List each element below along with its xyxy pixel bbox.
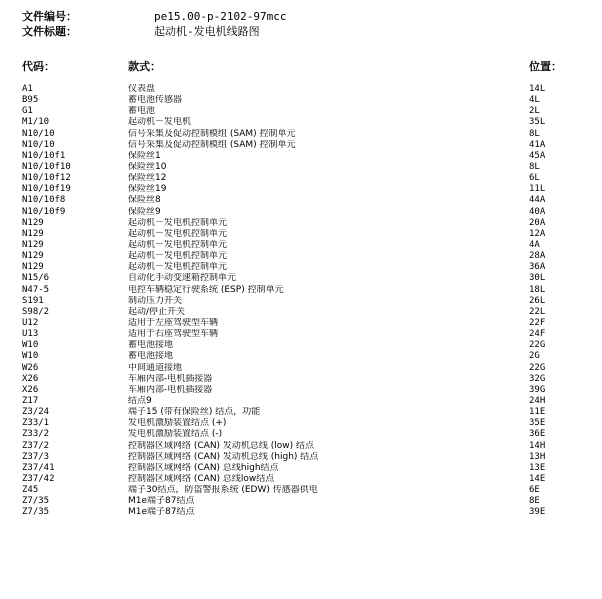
table-row (22, 195, 582, 206)
component-code: N15/6 (22, 273, 50, 284)
table-row (22, 218, 582, 229)
component-description: 蓄电池 (128, 106, 156, 117)
component-code: Z7/35 (22, 507, 50, 518)
component-position: 35E (529, 418, 546, 429)
position-header: 位置： (529, 60, 562, 73)
component-code: Z33/2 (22, 429, 50, 440)
component-code: X26 (22, 373, 39, 384)
component-code: W26 (22, 362, 39, 373)
component-description: 信号采集及促动控制模组 (SAM) 控制单元 (128, 139, 296, 150)
component-description: 蓄电池接地 (128, 340, 174, 351)
component-description: 适用于左座驾驶型车辆 (128, 317, 219, 328)
component-position: 41A (529, 139, 546, 150)
component-position: 32G (529, 373, 546, 384)
component-position: 8E (529, 496, 540, 507)
component-description: 控制器区域网络 (CAN) 总线low结点 (128, 473, 275, 484)
description-header: 款式： (128, 60, 161, 73)
component-position: 35L (529, 117, 546, 128)
table-row (22, 84, 582, 95)
component-description: 起动机－发电机控制单元 (128, 251, 228, 262)
component-code: N129 (22, 239, 44, 250)
table-row (22, 474, 582, 485)
component-description: 车厢内部-电机插接器 (128, 384, 213, 395)
component-description: 自动化手动变速箱控制单元 (128, 273, 237, 284)
table-row (22, 184, 582, 195)
document-metadata (22, 9, 442, 39)
component-code: N10/10f9 (22, 206, 66, 217)
table-row (22, 106, 582, 117)
table-row (22, 318, 582, 329)
table-row (22, 363, 582, 374)
component-code: N10/10 (22, 139, 55, 150)
component-description: 制动压力开关 (128, 295, 183, 306)
component-position: 14L (529, 84, 546, 94)
table-row (22, 463, 582, 474)
component-position: 14H (529, 440, 546, 451)
component-position: 24F (529, 329, 546, 340)
component-position: 2L (529, 106, 540, 117)
table-row (22, 441, 582, 452)
component-position: 13E (529, 462, 546, 473)
component-position: 2G (529, 351, 540, 362)
component-code: Z3/24 (22, 407, 50, 418)
component-position: 28A (529, 251, 546, 262)
table-row (22, 262, 582, 273)
component-code: Z37/3 (22, 451, 50, 462)
component-code: Z37/42 (22, 473, 55, 484)
table-row (22, 418, 582, 429)
component-description: 适用于右座驾驶型车辆 (128, 329, 219, 340)
component-position: 18L (529, 284, 546, 295)
table-row (22, 429, 582, 440)
component-position: 14E (529, 473, 546, 484)
component-position: 22F (529, 317, 546, 328)
component-description: 信号采集及促动控制模组 (SAM) 控制单元 (128, 128, 296, 139)
component-description: 保险丝9 (128, 206, 161, 217)
component-description: 保险丝12 (128, 173, 167, 184)
component-code: B95 (22, 95, 39, 106)
component-description: 端子30结点，防盗警报系统 (EDW) 传感器供电 (128, 485, 318, 496)
component-description: 端子15 (带有保险丝) 结点，功能 (128, 407, 261, 418)
component-code: N10/10f10 (22, 161, 71, 172)
component-code: S98/2 (22, 306, 50, 317)
component-position: 13H (529, 451, 546, 462)
table-row (22, 173, 582, 184)
component-code: N129 (22, 228, 44, 239)
component-description: M1e端子87结点 (128, 496, 195, 507)
table-row (22, 140, 582, 151)
component-description: 保险丝8 (128, 195, 161, 206)
component-position: 26L (529, 295, 546, 306)
table-row (22, 385, 582, 396)
component-code: Z37/2 (22, 440, 50, 451)
table-row (22, 407, 582, 418)
component-description: 发电机激励装置结点 (+) (128, 418, 227, 429)
component-position: 36A (529, 262, 546, 273)
component-position: 20A (529, 217, 546, 228)
table-row (22, 396, 582, 407)
table-row (22, 273, 582, 284)
component-position: 8L (529, 128, 540, 139)
component-code: N10/10f1 (22, 150, 66, 161)
component-position: 6E (529, 485, 540, 496)
component-position: 4L (529, 95, 540, 106)
component-description: 起动机－发电机 (128, 117, 192, 128)
table-row (22, 452, 582, 463)
component-description: 蓄电池接地 (128, 351, 174, 362)
table-row (22, 207, 582, 218)
table-row (22, 340, 582, 351)
component-code: Z33/1 (22, 418, 50, 429)
component-code: N10/10 (22, 128, 55, 139)
table-row (22, 296, 582, 307)
component-position: 6L (529, 173, 540, 184)
component-code: N129 (22, 262, 44, 273)
component-position: 11E (529, 407, 546, 418)
table-row (22, 95, 582, 106)
component-code: Z17 (22, 395, 39, 406)
component-description: 结点9 (128, 395, 152, 406)
component-description: 电控车辆稳定行驶系统 (ESP) 控制单元 (128, 284, 284, 295)
component-code: Z7/35 (22, 496, 50, 507)
component-description: 中间通道接地 (128, 362, 183, 373)
component-description: 起动机－发电机控制单元 (128, 239, 228, 250)
component-position: 44A (529, 195, 546, 206)
component-code: X26 (22, 384, 39, 395)
component-description: 控制器区域网络 (CAN) 总线high结点 (128, 462, 279, 473)
code-header: 代码： (22, 60, 55, 73)
file-number-label: 文件编号： (22, 10, 77, 23)
table-row (22, 507, 582, 518)
component-position: 8L (529, 161, 540, 172)
component-description: 蓄电池传感器 (128, 95, 183, 106)
table-row (22, 117, 582, 128)
component-code: N10/10f8 (22, 195, 66, 206)
component-description: 起动机－发电机控制单元 (128, 217, 228, 228)
table-row (22, 251, 582, 262)
component-position: 39G (529, 384, 546, 395)
table-body (22, 84, 582, 518)
component-code: G1 (22, 106, 33, 117)
table-row (22, 496, 582, 507)
component-code: N129 (22, 251, 44, 262)
component-description: 车厢内部-电机插接器 (128, 373, 213, 384)
component-description: 仪表盘 (128, 84, 156, 94)
component-position: 36E (529, 429, 546, 440)
table-row (22, 240, 582, 251)
component-position: 4A (529, 239, 540, 250)
component-code: U13 (22, 329, 39, 340)
component-code: U12 (22, 317, 39, 328)
table-row (22, 307, 582, 318)
component-description: 控制器区域网络 (CAN) 发动机总线 (low) 结点 (128, 440, 315, 451)
component-code: N129 (22, 217, 44, 228)
table-row (22, 285, 582, 296)
component-position: 24H (529, 395, 546, 406)
file-title-value: 起动机-发电机线路图 (154, 25, 260, 38)
component-description: 保险丝10 (128, 161, 167, 172)
table-header (22, 60, 582, 84)
component-code: M1/10 (22, 117, 50, 128)
table-row (22, 351, 582, 362)
component-position: 30L (529, 273, 546, 284)
component-code: N10/10f12 (22, 173, 71, 184)
component-position: 22G (529, 340, 546, 351)
table-row (22, 229, 582, 240)
component-position: 22G (529, 362, 546, 373)
table-row (22, 329, 582, 340)
component-code: S191 (22, 295, 44, 306)
component-code: W10 (22, 340, 39, 351)
component-table (22, 60, 582, 518)
component-code: Z45 (22, 485, 39, 496)
component-description: 保险丝19 (128, 184, 167, 195)
file-title-label: 文件标题： (22, 25, 77, 38)
component-position: 11L (529, 184, 546, 195)
component-description: 保险丝1 (128, 150, 161, 161)
component-code: Z37/41 (22, 462, 55, 473)
table-row (22, 485, 582, 496)
component-position: 12A (529, 228, 546, 239)
component-position: 22L (529, 306, 546, 317)
component-code: N47-5 (22, 284, 50, 295)
component-description: 发电机激励装置结点 (-) (128, 429, 223, 440)
table-row (22, 374, 582, 385)
component-code: N10/10f19 (22, 184, 71, 195)
file-number-value: pe15.00-p-2102-97mcc (154, 10, 287, 23)
component-description: M1e端子87结点 (128, 507, 195, 518)
table-row (22, 162, 582, 173)
component-description: 起动机－发电机控制单元 (128, 228, 228, 239)
file-title-row (22, 24, 442, 39)
component-code: W10 (22, 351, 39, 362)
table-row (22, 129, 582, 140)
component-code: A1 (22, 84, 33, 94)
component-description: 控制器区域网络 (CAN) 发动机总线 (high) 结点 (128, 451, 319, 462)
table-row (22, 151, 582, 162)
component-position: 39E (529, 507, 546, 518)
file-number-row (22, 9, 442, 24)
component-position: 40A (529, 206, 546, 217)
component-description: 起动/停止开关 (128, 306, 186, 317)
component-position: 45A (529, 150, 546, 161)
component-description: 起动机－发电机控制单元 (128, 262, 228, 273)
